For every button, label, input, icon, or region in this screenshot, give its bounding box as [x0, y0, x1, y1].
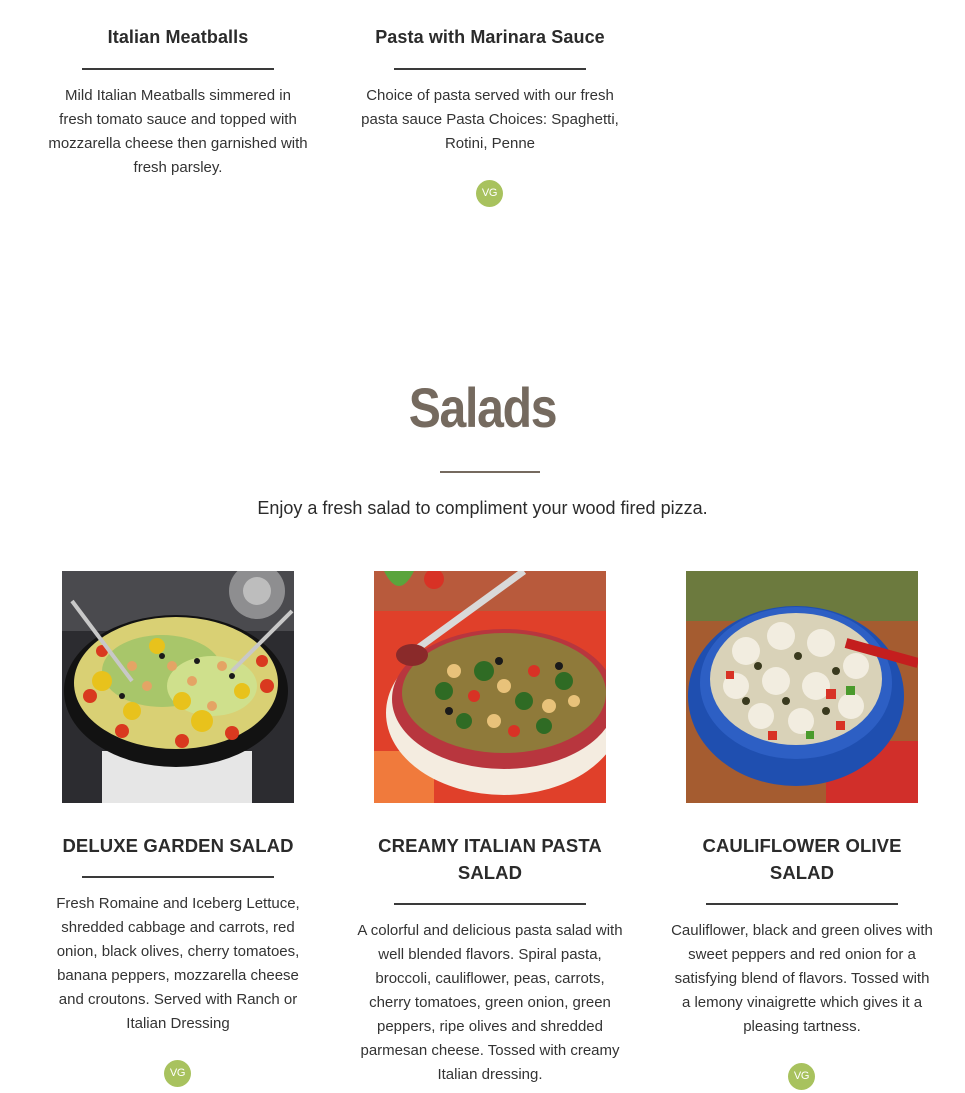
card-divider: [82, 68, 274, 70]
card-description: Fresh Romaine and Iceberg Lettuce, shredded cabbage and carrots, red onion, black olives, cherry tomatoes, banana peppers, mozzarella cheese and croutons. Served with Ranch or Italian Dressing: [56, 895, 300, 1032]
section-divider: [440, 471, 540, 473]
card-title: CREAMY ITALIAN PASTA SALAD: [378, 835, 602, 883]
card-title: Italian Meatballs: [107, 27, 249, 47]
card-description: Cauliflower, black and green olives with sweet peppers and red onion for a satisfying blend of flavors. Tossed with a lemony vinaigrette which gives it a pleasing tartness.: [671, 922, 933, 1035]
vegan-badge: VG: [788, 1063, 815, 1090]
card-description: Choice of pasta served with our fresh pasta sauce Pasta Choices: Spaghetti, Rotini, Penne: [361, 87, 619, 152]
card-description: A colorful and delicious pasta salad with well blended flavors. Spiral pasta, broccoli, cauliflower, peas, carrots, cherry tomatoes, green onion, green peppers, ripe olives and shredded parmesan cheese. Tossed with creamy Italian dressing.: [357, 922, 623, 1083]
card-title: CAULIFLOWER OLIVE SALAD: [702, 835, 902, 883]
menu-card-deluxe-garden-salad: [33, 832, 323, 1036]
creamy-italian-pasta-salad-photo: [374, 571, 606, 803]
card-divider: [394, 903, 586, 905]
section-title: Salads: [408, 376, 557, 439]
section-subtitle: Enjoy a fresh salad to compliment your wood fired pizza.: [257, 498, 708, 518]
cauliflower-olive-salad-photo: [686, 571, 918, 803]
vegan-badge: VG: [476, 180, 503, 207]
menu-card-italian-meatballs: [33, 24, 323, 180]
deluxe-garden-salad-photo: [62, 571, 294, 803]
card-description: Mild Italian Meatballs simmered in fresh tomato sauce and topped with mozzarella cheese then garnished with fresh parsley.: [48, 87, 308, 176]
menu-card-cauliflower-olive-salad: [657, 832, 947, 1039]
card-title: DELUXE GARDEN SALAD: [62, 835, 294, 856]
card-divider: [82, 876, 274, 878]
card-divider: [394, 68, 586, 70]
menu-card-pasta-marinara: [345, 24, 635, 156]
card-title: Pasta with Marinara Sauce: [375, 27, 605, 47]
vegan-badge: VG: [164, 1060, 191, 1087]
card-divider: [706, 903, 898, 905]
menu-card-creamy-italian-pasta-salad: [345, 832, 635, 1087]
